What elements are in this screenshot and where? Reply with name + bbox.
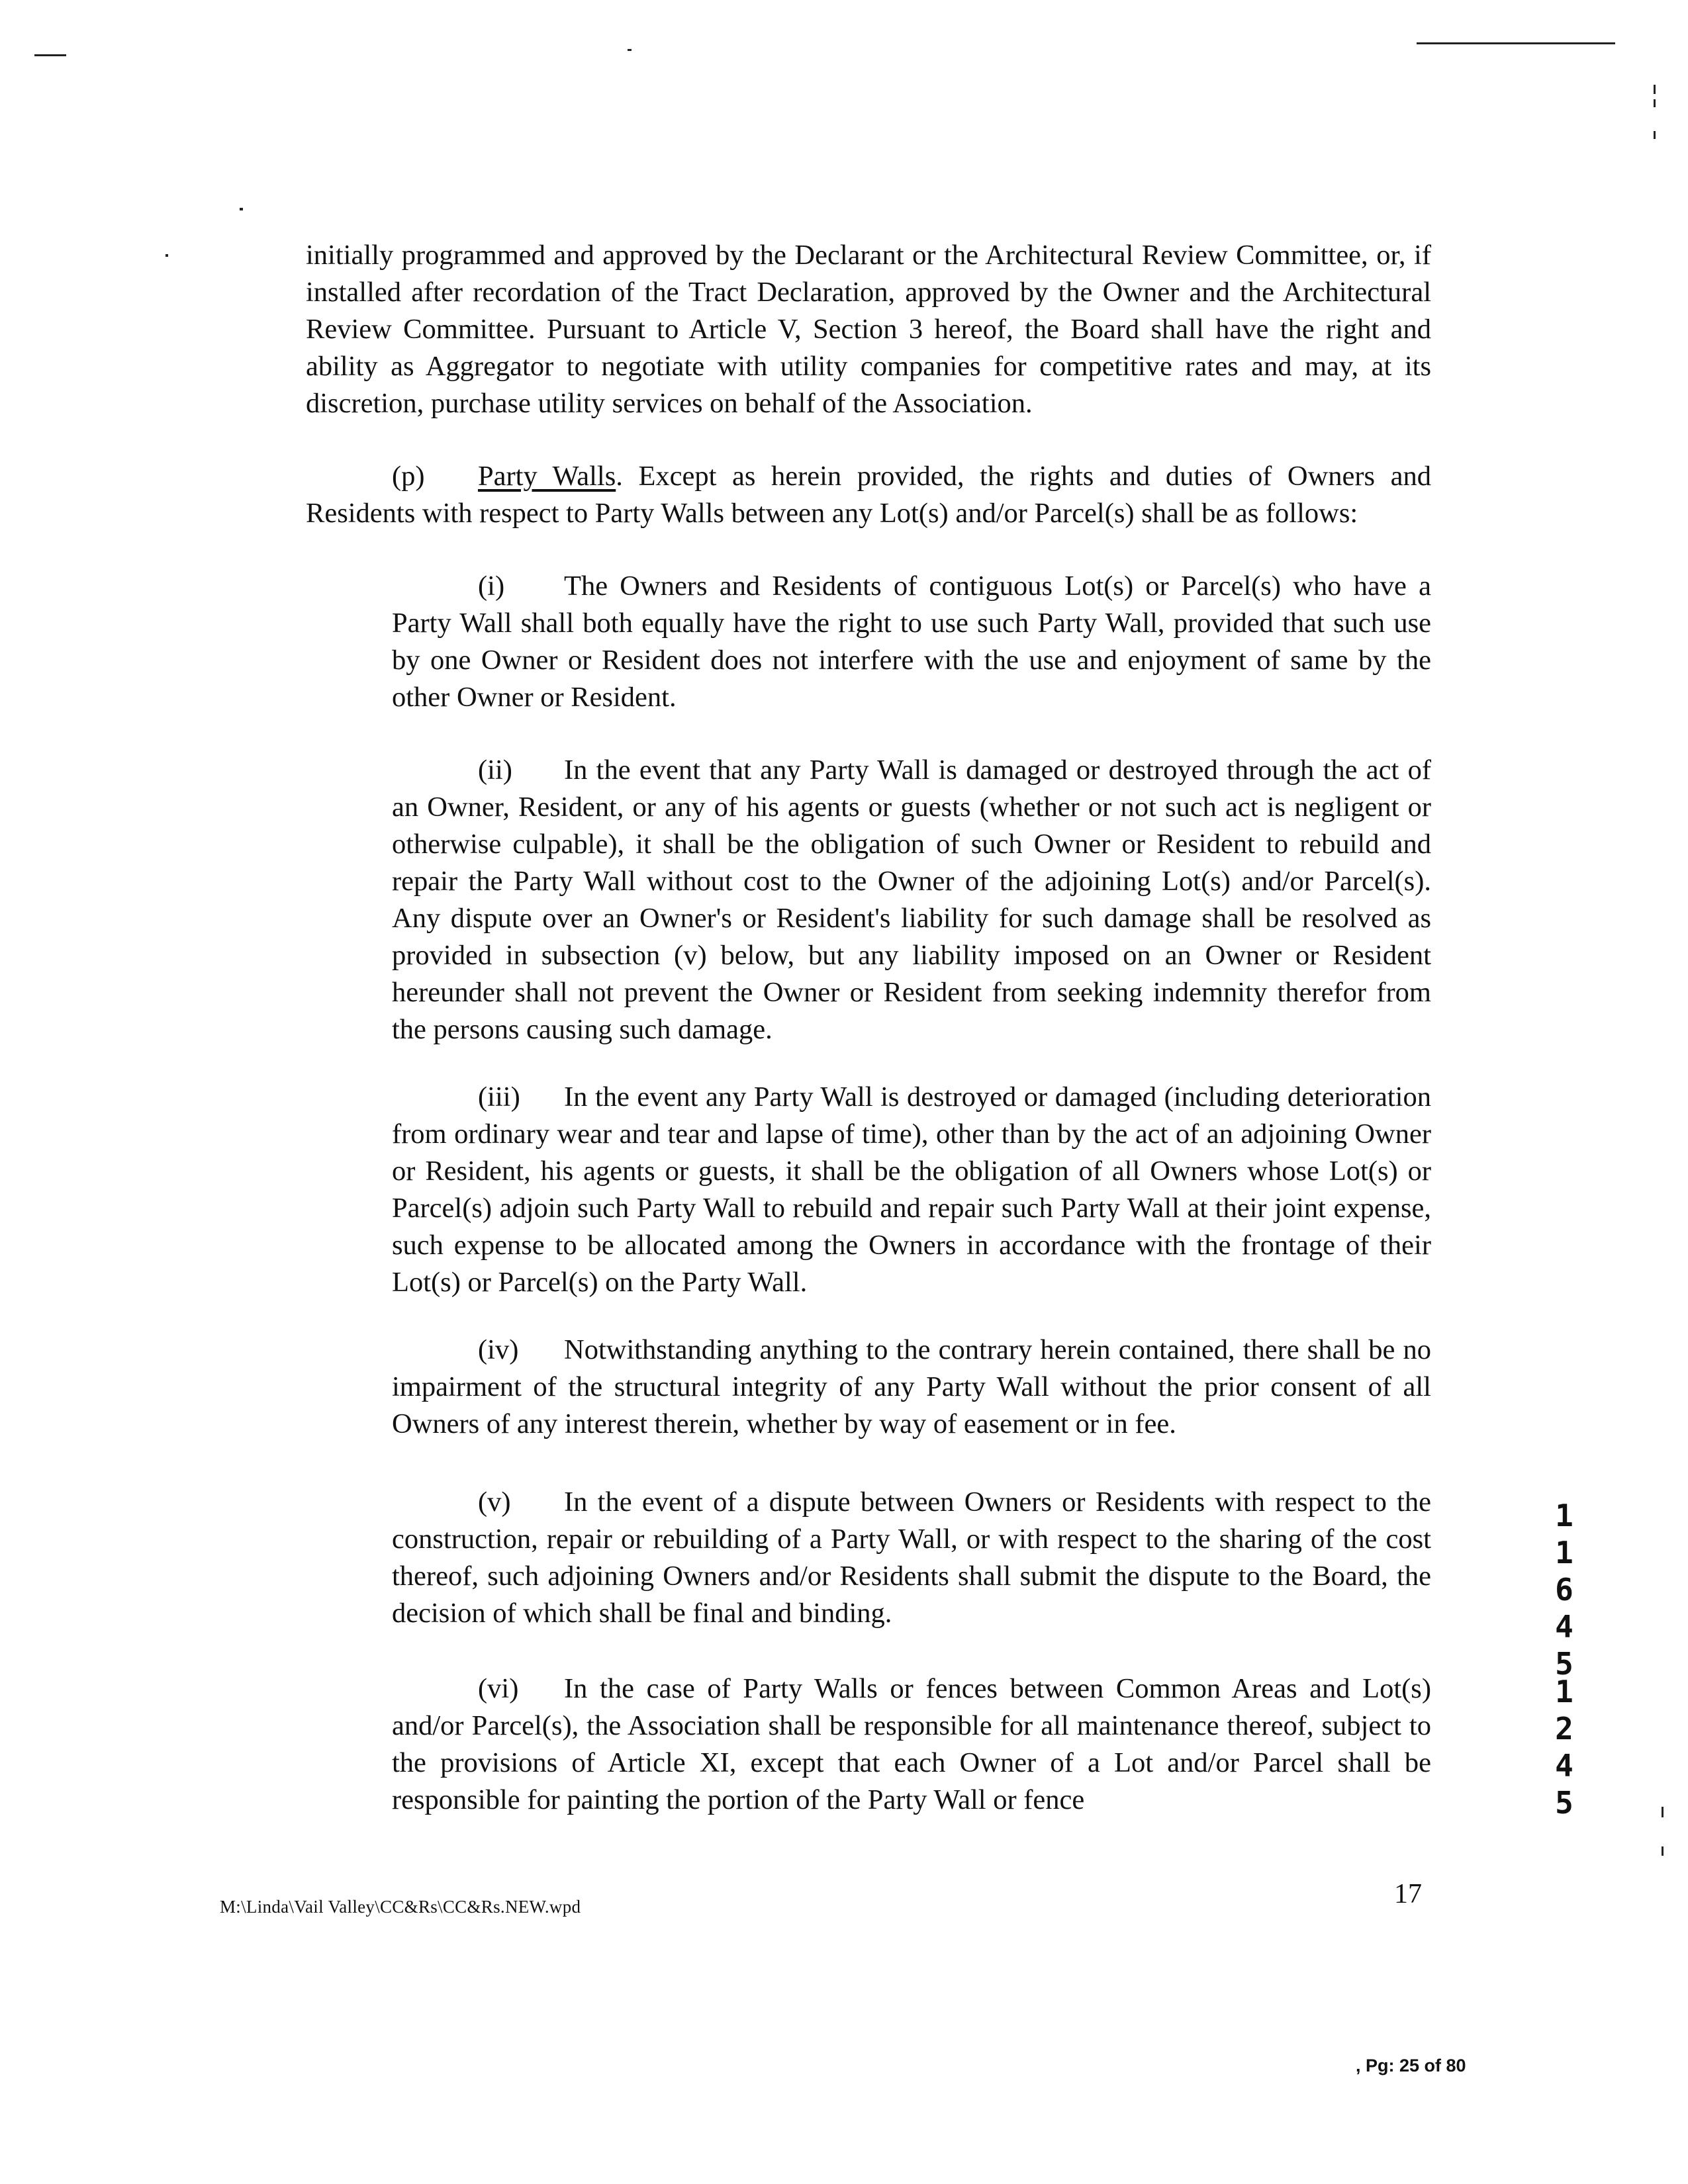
stamp-digit: 4: [1555, 1748, 1573, 1784]
subsection-i: [392, 568, 1431, 716]
scan-mark: [1662, 1807, 1664, 1817]
section-p-heading-punct: .: [616, 461, 623, 492]
stamp-digit: 5: [1555, 1785, 1573, 1821]
stamp-digit: 1: [1555, 1674, 1573, 1709]
subsection-text: In the event any Party Wall is destroyed or damaged (including deterioration from ordinary wear and tear and lapse of time), other than by the act of an adjoining Owner or Resident, his agents or guests, it shall be the obligation of all Owners whose Lot(s) or Parcel(s) adjoin such Party Wall to rebuild and repair such Party Wall at their joint expense, such expense to be allocated among the Owners in accordance with the frontage of their Lot(s) or Parcel(s) on the Party Wall.: [392, 1081, 1431, 1298]
subsection-label: (i): [478, 570, 505, 602]
scan-mark: [1654, 85, 1656, 94]
subsection-text: Notwithstanding anything to the contrary herein contained, there shall be no impairment of the structural integrity of any Party Wall without the prior consent of all Owners of any interest therein, whether by way of easement or in fee.: [392, 1334, 1431, 1439]
section-p-text: Except as herein provided, the rights and duties of Owners and Residents with respect to Party Walls between any Lot(s) and/or Parcel(s) shall be as follows:: [306, 461, 1432, 529]
stamp-digit: 1: [1555, 1535, 1573, 1570]
recording-stamp-page: [1549, 1673, 1579, 1821]
subsection-text: The Owners and Residents of contiguous Lot(s) or Parcel(s) who have a Party Wall shall both equally have the right to use such Party Wall, provided that such use by one Owner or Resident does not interfere with the use and enjoyment of same by the other Owner or Resident.: [392, 570, 1431, 713]
subsection-text: In the case of Party Walls or fences between Common Areas and Lot(s) and/or Parcel(s), the Association shall be responsible for all maintenance thereof, subject to the provisions of Article XI, except that each Owner of a Lot and/or Parcel shall be responsible for painting the portion of the Party Wall or fence: [392, 1673, 1431, 1815]
scan-mark: [1417, 42, 1615, 44]
footer-file-path: M:\Linda\Vail Valley\CC&Rs\CC&Rs.NEW.wpd: [220, 1897, 581, 1917]
subsection-label: (ii): [478, 754, 512, 786]
scan-mark: [1654, 99, 1656, 107]
paragraph-continuation: initially programmed and approved by the Declarant or the Architectural Review Committee, or, if installed after recordation of the Tract Declaration, approved by the Owner and the Architectural Review Committee. Pursuant to Article V, Section 3 hereof, the Board shall have the right and ability as Aggregator to negotiate with utility companies for competitive rates and may, at its discretion, purchase utility services on behalf of the Association.: [306, 240, 1431, 419]
subsection-text: In the event that any Party Wall is damaged or destroyed through the act of an Owner, Resident, or any of his agents or guests (whether or not such act is negligent or otherwise culpable), it shall be the obligation of such Owner or Resident to rebuild and repair the Party Wall without cost to the Owner of the adjoining Lot(s) and/or Parcel(s). Any dispute over an Owner's or Resident's liability for such damage shall be resolved as provided in subsection (v) below, but any liability imposed on an Owner or Resident hereunder shall not prevent the Owner or Resident from seeking indemnity therefor from the persons causing such damage.: [392, 754, 1431, 1045]
section-p-heading: Party Walls: [478, 461, 616, 492]
subsection-ii: [392, 752, 1431, 1048]
subsection-v: [392, 1484, 1431, 1632]
scan-mark: [628, 49, 632, 51]
subsection-label: (iii): [478, 1081, 520, 1113]
scan-mark: [1662, 1846, 1664, 1856]
subsection-text: In the event of a dispute between Owners or Residents with respect to the construction, repair or rebuilding of a Party Wall, or with respect to the sharing of the cost thereof, such adjoining Owners and/or Residents shall submit the dispute to the Board, the decision of which shall be final and binding.: [392, 1486, 1431, 1629]
subsection-iii: [392, 1079, 1431, 1301]
stamp-digit: 6: [1555, 1572, 1573, 1608]
scan-mark: [165, 254, 168, 257]
stamp-digit: 1: [1555, 1498, 1573, 1533]
page-number: 17: [1394, 1879, 1422, 1909]
scan-mark: [240, 208, 243, 210]
scan-mark: [34, 54, 66, 56]
stamp-digit: 2: [1555, 1711, 1573, 1747]
section-p-label: (p): [392, 461, 425, 492]
subsection-vi: [392, 1670, 1431, 1819]
subsection-iv: [392, 1332, 1431, 1443]
recording-stamp-book: [1549, 1497, 1579, 1682]
subsection-label: (v): [478, 1486, 511, 1518]
stamp-digit: 5: [1555, 1646, 1573, 1682]
scan-mark: [1654, 131, 1656, 139]
stamp-digit: 4: [1555, 1609, 1573, 1645]
section-p-paragraph: [306, 458, 1431, 532]
page-count-stamp: , Pg: 25 of 80: [1356, 2056, 1466, 2075]
subsection-label: (vi): [478, 1673, 519, 1704]
subsection-label: (iv): [478, 1334, 519, 1365]
